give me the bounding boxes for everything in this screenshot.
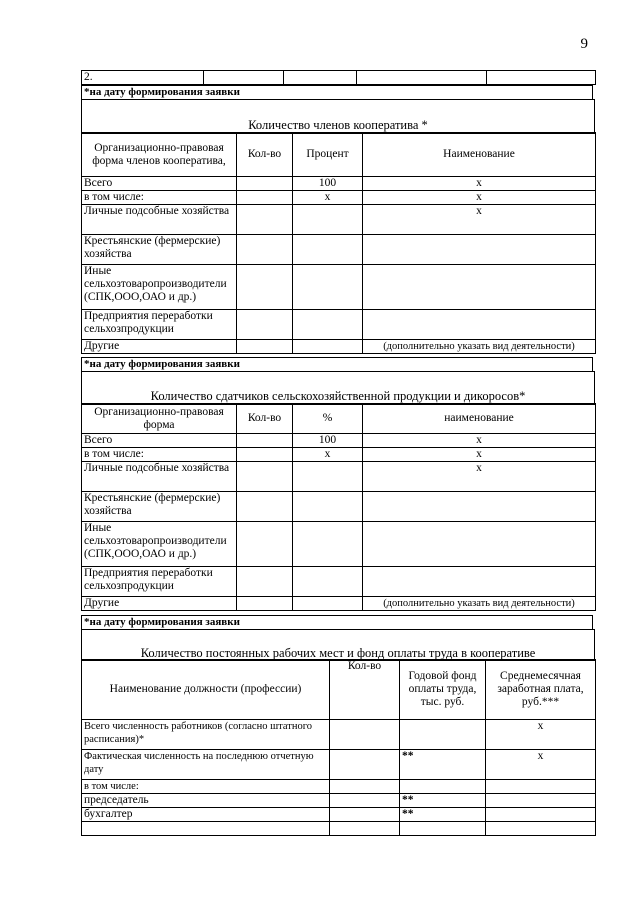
s1-row-label: Другие [82,340,237,354]
s1-row-label: Крестьянские (фермерские) хозяйства [82,235,237,265]
note-1: *на дату формирования заявки [81,85,593,100]
s1-row-label: Всего [82,177,237,191]
s2-row-label: Всего [82,434,237,448]
s1-header-count: Кол-во [237,133,293,177]
page-number: 9 [580,36,588,52]
s3-row-label: председатель [82,794,330,808]
section3-table [81,659,596,836]
s2-cell: (дополнительно указать вид деятельности) [363,597,596,611]
s2-header-name: наименование [363,404,596,434]
s2-header-form: Организационно-правовая форма [82,404,237,434]
s3-cell: x [486,750,596,780]
top-row-label: 2. [82,71,204,85]
s1-row-label: Личные подсобные хозяйства [82,205,237,235]
s3-header-salary: Среднемесячная заработная плата, руб.*** [486,660,596,720]
section2-table [81,403,596,611]
s3-row-label: бухгалтер [82,808,330,822]
s3-header-position: Наименование должности (профессии) [82,660,330,720]
s2-row-label: Иные сельхозтоваропроизводители (СПК,ООО,ОАО и др.) [82,522,237,567]
s1-cell: (дополнительно указать вид деятельности) [363,340,596,354]
s3-cell: ** [400,794,486,808]
s3-header-count: Кол-во [330,660,400,720]
s1-cell: x [363,205,596,235]
s2-cell: x [363,448,596,462]
s2-header-percent: % [293,404,363,434]
s1-cell: x [363,177,596,191]
s1-cell: x [363,191,596,205]
s1-row-label: Предприятия переработки сельхозпродукции [82,310,237,340]
s2-cell: x [293,448,363,462]
s2-cell: x [363,462,596,492]
note-2: *на дату формирования заявки [81,357,593,372]
s2-cell: 100 [293,434,363,448]
section3-title: Количество постоянных рабочих мест и фонд оплаты труда в кооперативе [81,629,595,661]
s3-cell: x [486,720,596,750]
section1-title: Количество членов кооператива * [81,99,595,134]
s3-cell: ** [400,750,486,780]
s2-row-label: Другие [82,597,237,611]
s1-cell: 100 [293,177,363,191]
section2-title: Количество сдатчиков сельскохозяйственной продукции и дикоросов* [81,371,595,405]
s1-header-name: Наименование [363,133,596,177]
s3-row-label: в том числе: [82,780,330,794]
s3-header-fund: Годовой фонд оплаты труда, тыс. руб. [400,660,486,720]
note-3: *на дату формирования заявки [81,615,593,630]
section1-table [81,132,596,354]
s1-header-percent: Процент [293,133,363,177]
s3-row-label: Фактическая численность на последнюю отчетную дату [82,750,330,780]
s2-header-count: Кол-во [237,404,293,434]
top-fragment-table [81,70,596,85]
s1-row-label: Иные сельхозтоваропроизводители (СПК,ООО,ОАО и др.) [82,265,237,310]
s2-row-label: в том числе: [82,448,237,462]
s1-row-label: в том числе: [82,191,237,205]
s3-row-label: Всего численность работников (согласно штатного расписания)* [82,720,330,750]
s1-cell: x [293,191,363,205]
s2-cell: x [363,434,596,448]
s3-cell: ** [400,808,486,822]
s2-row-label: Личные подсобные хозяйства [82,462,237,492]
s1-header-form: Организационно-правовая форма членов кооператива, [82,133,237,177]
s2-row-label: Предприятия переработки сельхозпродукции [82,567,237,597]
s2-row-label: Крестьянские (фермерские) хозяйства [82,492,237,522]
